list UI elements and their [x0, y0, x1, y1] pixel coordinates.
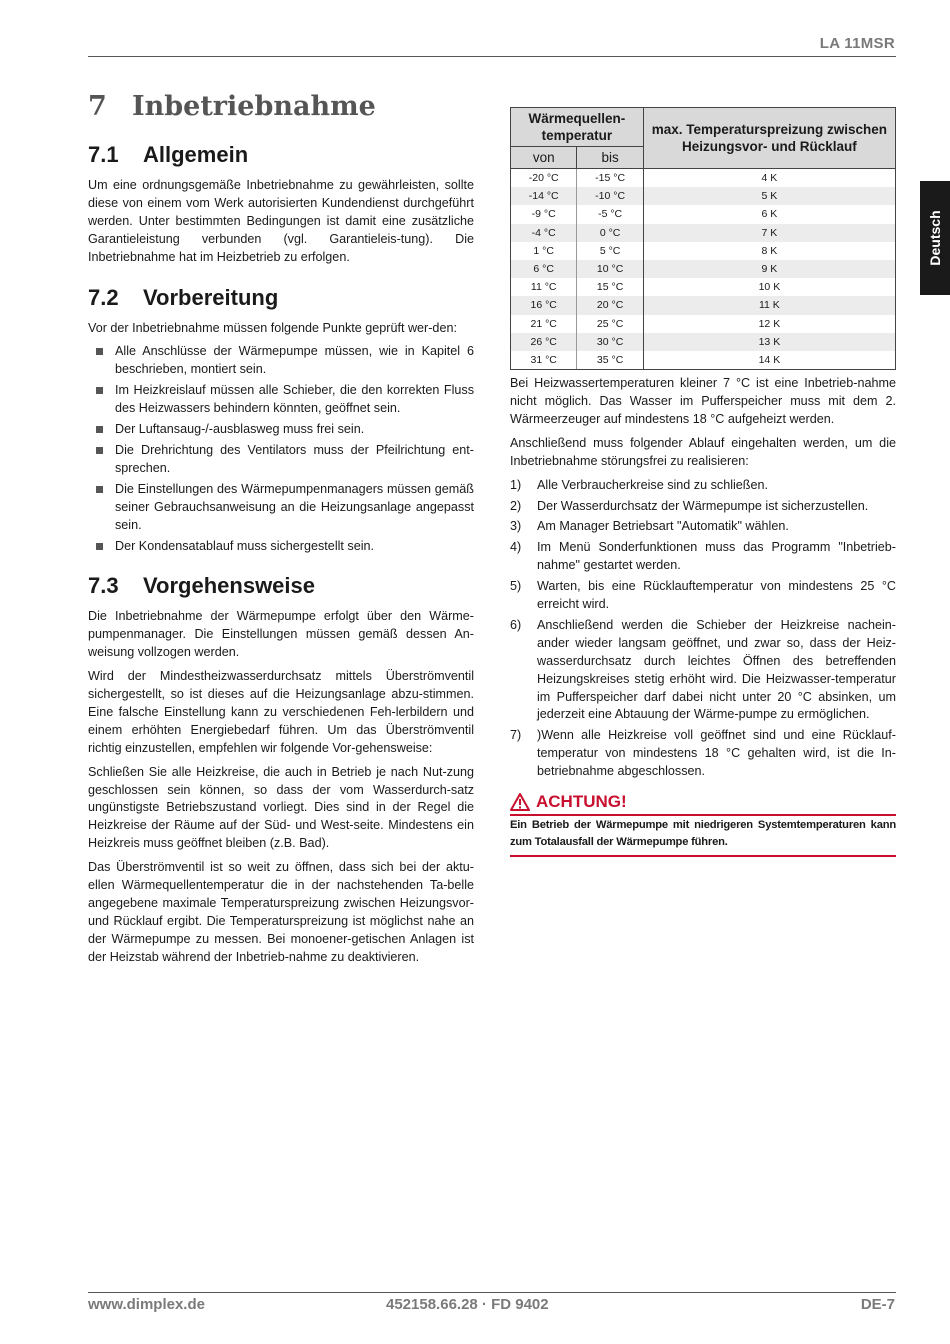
table-row [511, 296, 896, 314]
table-row [511, 260, 896, 278]
paragraph: Wird der Mindestheizwasserdurchsatz mittels Überströmventil sichergestellt, so ist dieses auf die Heizungsanlage abzu-stimmen. Eine falsche Einstellung kann zu verschiedenen Feh-lerbildern und einem erhöhten Energiebedarf führen. Um das Überströmventil richtig einzustellen, empfehlen wir folgende Vor-gehensweise: [88, 669, 474, 755]
cell-spread: 7 K [643, 224, 895, 242]
language-tab [920, 181, 950, 295]
step-text: Alle Verbraucherkreise sind zu schließen. [537, 477, 768, 492]
section-number: 7.3 [88, 573, 119, 599]
cell-to: 35 °C [577, 351, 643, 370]
cell-from: -9 °C [511, 205, 577, 223]
cell-from: -14 °C [511, 187, 577, 205]
step-item [510, 498, 896, 516]
paragraph: Schließen Sie alle Heizkreise, die auch in Betrieb je nach Nut-zung geschlossen sein können, so dass der vom Wasserdurch-satz ungünstigste Betriebszustand vorliegt. Dies sind in der Regel die Heizkreise der Räume auf der Süd- und West-seite. Mindestens ein Heizkreis muss geöffnet bleiben (z.B. Bad). [88, 764, 474, 851]
step-number: 2) [510, 498, 522, 513]
table-row [511, 242, 896, 260]
paragraph: Die Inbetriebnahme der Wärmepumpe erfolgt über den Wärme-pumpenmanager. Die Einstellungen müssen gemäß dessen An-weisung vollzogen werden. [88, 609, 474, 660]
cell-from: 11 °C [511, 278, 577, 296]
cell-from: 26 °C [511, 333, 577, 351]
cell-from: 16 °C [511, 296, 577, 314]
list-item-text: Im Heizkreislauf müssen alle Schieber, die den korrekten Fluss des Heizwassers behindern könnten, geöffnet sein. [115, 383, 474, 416]
cell-to: -15 °C [577, 169, 643, 188]
table-header-spread: max. Temperaturspreizung zwischen Heizungsvor- und Rücklauf [643, 108, 895, 169]
cell-to: 15 °C [577, 278, 643, 296]
cell-spread: 13 K [643, 333, 895, 351]
square-bullet-icon [96, 543, 103, 550]
cell-spread: 10 K [643, 278, 895, 296]
step-number: 1) [510, 477, 522, 492]
step-number: 5) [510, 579, 522, 594]
document-model: LA 11MSR [819, 35, 895, 52]
step-text: )Wenn alle Heizkreise voll geöffnet sind und eine Rücklauf-temperatur von mindestens 18 °C gehalten wird, ist die In-betriebnahme abgeschlossen. [537, 728, 896, 779]
step-text: Im Menü Sonderfunktionen muss das Programm "Inbetrieb-nahme" gestartet werden. [537, 540, 896, 573]
step-text: Der Wasserdurchsatz der Wärmepumpe ist sicherzustellen. [537, 498, 869, 513]
list-item-text: Die Drehrichtung des Ventilators muss der Pfeilrichtung ent-sprechen. [115, 442, 474, 475]
cell-spread: 11 K [643, 296, 895, 314]
paragraph: Um eine ordnungsgemäße Inbetriebnahme zu gewährleisten, sollte diese von einem vom Werk autorisierten Kundendienst durchgeführt werden. Unter bestimmten Bedingungen ist damit eine zusätzliche Garantieleistung verbunden (vgl. Garantieleis-tung). Die Inbetriebnahme hat im Heizbetrieb zu erfolgen. [88, 178, 474, 264]
warning-rule-bottom [510, 855, 896, 857]
section-number: 7.2 [88, 284, 119, 310]
cell-spread: 9 K [643, 260, 895, 278]
cell-spread: 8 K [643, 242, 895, 260]
step-number: 7) [510, 728, 522, 743]
table-row [511, 315, 896, 333]
step-item [510, 727, 896, 781]
cell-from: 1 °C [511, 242, 577, 260]
header-divider [88, 56, 896, 57]
warning-title: ACHTUNG! [536, 792, 627, 812]
list-item-text: Der Kondensatablauf muss sichergestellt sein. [115, 538, 375, 553]
table-row [511, 351, 896, 370]
footer-divider [88, 1292, 896, 1293]
table-row [511, 187, 896, 205]
table-row [511, 169, 896, 188]
list-item [88, 421, 474, 439]
cell-to: 25 °C [577, 315, 643, 333]
paragraph: Das Überströmventil ist so weit zu öffnen, dass sich bei der aktu-ellen Wärmequellentemperatur die in der nachstehenden Ta-belle angegebene maximale Temperaturspreizung zwischen Heizungsvor- und Rücklauf ergibt. Die Temperaturspreizung ist möglichst nahe an der Wärmepumpe zu messen. Bei monoener-getischen Anlagen ist der Heizstab während der Inbetrieb-nahme zu deaktivieren. [88, 860, 474, 964]
list-item [88, 538, 474, 556]
step-item [510, 518, 896, 536]
chapter-title-text: Inbetriebnahme [132, 91, 376, 122]
step-number: 6) [510, 617, 522, 632]
section-allgemein [88, 142, 474, 267]
procedure-steps [510, 477, 896, 782]
step-number: 4) [510, 540, 522, 555]
table-row [511, 333, 896, 351]
cell-from: 31 °C [511, 351, 577, 370]
table-header-source: Wärmequellen-temperatur [511, 108, 644, 147]
cell-to: 5 °C [577, 242, 643, 260]
section-title: Allgemein [143, 142, 249, 167]
list-item [88, 382, 474, 418]
step-text: Am Manager Betriebsart "Automatik" wählen. [537, 519, 789, 534]
language-tab-label: Deutsch [927, 210, 943, 266]
step-text: Warten, bis eine Rücklauftemperatur von mindestens 25 °C erreicht wird. [537, 579, 896, 612]
footer-doc-number: 452158.66.28 · FD 9402 [386, 1296, 549, 1313]
section-title: Vorbereitung [143, 284, 279, 310]
table-row [511, 278, 896, 296]
step-number: 3) [510, 519, 522, 534]
step-item [510, 578, 896, 614]
section-heading [88, 142, 474, 168]
left-column [88, 90, 474, 985]
step-item [510, 617, 896, 724]
right-column [510, 107, 896, 857]
temperature-spread-table [510, 107, 896, 370]
paragraph: Vor der Inbetriebnahme müssen folgende Punkte geprüft wer-den: [88, 320, 457, 335]
cell-spread: 12 K [643, 315, 895, 333]
square-bullet-icon [96, 387, 103, 394]
cell-to: 30 °C [577, 333, 643, 351]
section-vorbereitung [88, 285, 474, 556]
warning-triangle-icon [510, 793, 530, 811]
step-item [510, 477, 896, 495]
table-row [511, 224, 896, 242]
step-item [510, 539, 896, 575]
list-item-text: Alle Anschlüsse der Wärmepumpe müssen, wie in Kapitel 6 beschrieben, montiert sein. [115, 344, 474, 377]
chapter-title [88, 90, 474, 124]
list-item [88, 442, 474, 478]
table-header-to: bis [577, 147, 643, 169]
cell-from: -4 °C [511, 224, 577, 242]
square-bullet-icon [96, 447, 103, 454]
section-vorgehensweise [88, 573, 474, 966]
list-item-text: Der Luftansaug-/-ausblasweg muss frei sein. [115, 422, 365, 437]
table-header-from: von [511, 147, 577, 169]
paragraph: Anschließend muss folgender Ablauf eingehalten werden, um die Inbetriebnahme störungsfrei zu realisieren: [510, 435, 896, 468]
cell-to: 20 °C [577, 296, 643, 314]
cell-from: 21 °C [511, 315, 577, 333]
footer-page-number: DE-7 [860, 1296, 895, 1313]
warning-text: Ein Betrieb der Wärmepumpe mit niedrigeren Systemtemperaturen kann zum Totalausfall der Wärmepumpe führen. [510, 819, 896, 849]
cell-from: -20 °C [511, 169, 577, 188]
cell-to: 10 °C [577, 260, 643, 278]
warning-box [510, 792, 896, 857]
table-row [511, 205, 896, 223]
square-bullet-icon [96, 348, 103, 355]
section-title: Vorgehensweise [143, 573, 315, 599]
cell-to: 0 °C [577, 224, 643, 242]
warning-header [510, 792, 896, 812]
cell-spread: 6 K [643, 205, 895, 223]
cell-spread: 5 K [643, 187, 895, 205]
checklist [88, 343, 474, 555]
cell-to: -5 °C [577, 205, 643, 223]
square-bullet-icon [96, 486, 103, 493]
chapter-number: 7 [88, 91, 107, 122]
section-number: 7.1 [88, 142, 119, 167]
footer-url: www.dimplex.de [88, 1296, 205, 1313]
section-heading [88, 285, 474, 311]
list-item-text: Die Einstellungen des Wärmepumpenmanagers müssen gemäß seiner Gebrauchsanweisung an die Heizungsanlage angepasst sein. [115, 481, 474, 532]
cell-to: -10 °C [577, 187, 643, 205]
square-bullet-icon [96, 426, 103, 433]
cell-from: 6 °C [511, 260, 577, 278]
section-heading [88, 573, 474, 599]
cell-spread: 4 K [643, 169, 895, 188]
paragraph: Bei Heizwassertemperaturen kleiner 7 °C ist eine Inbetrieb-nahme nicht möglich. Das Wasser im Pufferspeicher muss mit dem 2. Wärmeerzeuger auf mindestens 18 °C aufgeheizt werden. [510, 376, 896, 426]
cell-spread: 14 K [643, 351, 895, 370]
step-text: Anschließend werden die Schieber der Heizkreise nachein-ander wieder langsam geöffnet, und zwar so, dass der Heiz-wasserdurchsatz durch leichtes Öffnen des betreffenden Heizungskreises stetig erhöht wird. Die Heizwasser-temperatur im Pufferspeicher darf dabei nicht unter 20 °C absinken, um jederzeit eine Abtauung der Wärme-pumpe zu ermöglichen. [537, 617, 896, 722]
list-item [88, 481, 474, 535]
list-item [88, 343, 474, 379]
